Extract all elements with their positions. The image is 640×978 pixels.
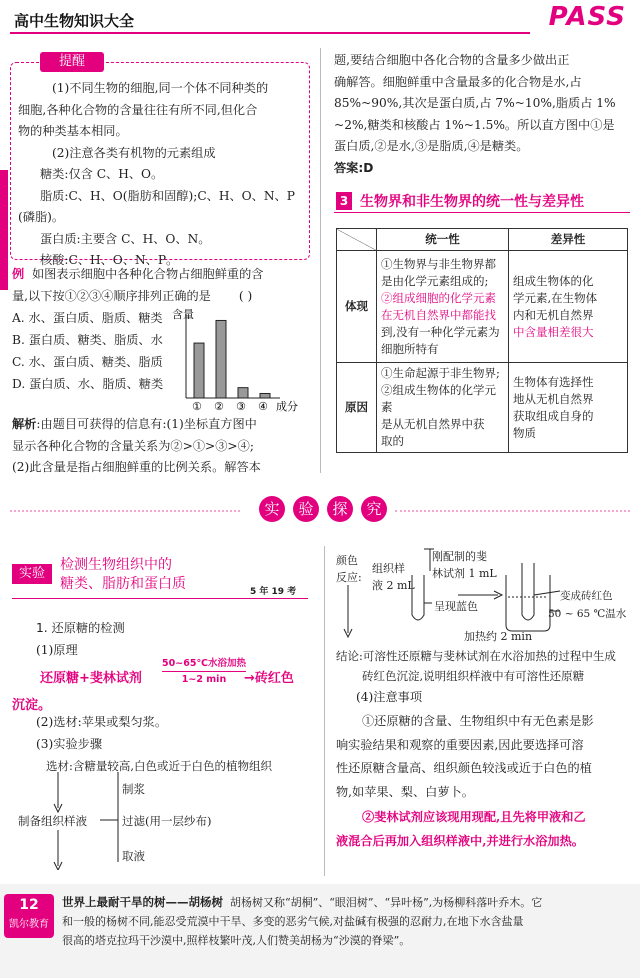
sample-line: 液 2 mL [372, 579, 415, 592]
example-stem-line: 量,以下按①②③④顺序排列正确的是 [12, 288, 211, 303]
x-tick-label: ③ [236, 400, 246, 413]
option-a: A. 水、蛋白质、脂质、糖类 [12, 311, 163, 325]
tip-line: 蛋白质:主要含 C、H、O、N。 [40, 231, 211, 246]
banner-char: 验 [293, 496, 319, 522]
banner-char: 究 [361, 496, 387, 522]
formula-condition-bottom: 1~2 min [181, 674, 227, 685]
tip-label: 提醒 [40, 52, 104, 72]
section-banner [248, 496, 398, 522]
option-list [12, 307, 182, 395]
side-tab [0, 170, 8, 290]
cell-line: ②组成细胞的化学元素 [381, 290, 496, 305]
experiment-title-line: 检测生物组织中的 [60, 557, 172, 573]
analysis-line: 显示各种化合物的含量关系为②>①>③>④; [12, 438, 254, 453]
tip-line: (2)注意各类有机物的元素组成 [52, 145, 216, 160]
tip-line: 脂质:C、H、O(脂肪和固醇);C、H、O、N、P [40, 188, 295, 203]
banner-dots-left [10, 510, 240, 512]
option-c: C. 水、蛋白质、糖类、脂质 [12, 355, 163, 369]
example-stem-line: 如图表示细胞中各种化合物占细胞鲜重的含 [31, 267, 264, 281]
formula-left: 还原糖+斐林试剂 [40, 671, 142, 686]
cell-line: 内和无机自然界 [513, 307, 594, 322]
cell-line: 在无机自然界中都能找 [381, 307, 496, 322]
sample-line: 组织样 [372, 562, 405, 575]
tip-text [18, 78, 308, 272]
flow-filter: 过滤(用一层纱布) [122, 814, 212, 828]
cell-line: 细胞所特有 [381, 341, 439, 356]
banner-dots-right [395, 510, 630, 512]
bar-3 [238, 388, 248, 398]
note-line: 物,如苹果、梨、白萝卜。 [336, 784, 474, 799]
color-label-line: 反应: [336, 571, 362, 584]
cell-line: 组成生物体的化 [513, 273, 594, 288]
experiment-rule [12, 598, 308, 599]
flow-take: 取液 [122, 849, 145, 863]
note-line: 性还原糖含量高、组织颜色较浅或近于白色的植 [336, 761, 592, 775]
experiment-title [60, 556, 186, 594]
footer-brand: 凯尔教育 [9, 919, 49, 930]
principle-heading: (1)原理 [36, 642, 78, 657]
page-header [0, 0, 640, 38]
analysis-line: 题,要结合细胞中各化合物的含量多少做出正 [334, 53, 570, 67]
analysis-label: 解析 [12, 417, 37, 431]
reagent-line: 林试剂 1 mL [432, 567, 497, 580]
cell-difference-reason [509, 363, 628, 453]
notes [346, 686, 636, 709]
experiment-title-line: 糖类、脂肪和蛋白质 [60, 576, 186, 592]
section-number: 3 [336, 192, 352, 210]
cell-line: 获取组成自身的 [513, 408, 594, 423]
flow-select: 选材:含糖量较高,白色或近于白色的植物组织 [46, 759, 273, 773]
banner-char: 探 [327, 496, 353, 522]
section-rule [334, 212, 630, 213]
note-line: 液混合后再加入组织样液中,并进行水浴加热。 [336, 833, 584, 848]
analysis-line: 85%~90%,其次是蛋白质,占 7%~10%,脂质占 1% [334, 96, 616, 110]
tip-line: 糖类:仅含 C、H、O。 [40, 167, 164, 181]
comparison-table [336, 228, 628, 453]
cell-line: ②组成生物体的化学元素 [381, 383, 496, 414]
cell-line: 生物体有选择性 [513, 374, 594, 389]
cell-line: 学元素,在生物体 [513, 290, 598, 305]
conclusion-line: 砖红色沉淀,说明组织样液中有可溶性还原糖 [362, 669, 585, 683]
flow-arrows [10, 770, 140, 870]
pass-logo: PASS [548, 2, 626, 32]
row-label-manifestation: 体现 [337, 251, 377, 363]
formula-tail: 沉淀。 [12, 698, 52, 713]
cell-line: 中含量相差很大 [513, 324, 594, 339]
test-tube-left [412, 575, 424, 620]
bar-4 [260, 393, 270, 398]
analysis-line: :由题目可获得的信息有:(1)坐标直方图中 [36, 417, 257, 431]
note-line: ①还原糖的含量、生物组织中有无色素是影 [362, 714, 594, 728]
analysis-line: 确解答。细胞鲜重中含量最多的化合物是水,占 [334, 74, 582, 89]
cell-unity-reason [377, 363, 509, 453]
section-title: 生物界和非生物界的统一性与差异性 [360, 194, 584, 210]
cell-line: 地从无机自然界 [513, 391, 594, 406]
page-number-box [4, 894, 54, 938]
cell-line: 取的 [381, 434, 404, 448]
tip-line: 物的种类基本相同。 [18, 124, 128, 138]
experiment-body [36, 618, 316, 661]
test-tube-diagram [338, 545, 630, 645]
analysis-continued [334, 50, 630, 179]
row-label-reason: 原因 [337, 363, 377, 453]
blue-label: 呈现蓝色 [434, 600, 478, 613]
option-d: D. 蛋白质、水、脂质、糖类 [12, 377, 164, 391]
cell-line: 物质 [513, 425, 536, 440]
brick-red-label: 变成砖红色 [560, 590, 613, 602]
x-tick-label: ① [192, 400, 202, 413]
analysis-line: 蛋白质,②是水,③是脂质,④是糖类。 [334, 139, 529, 153]
analysis-line: (2)此含量是指占细胞鲜重的比例关系。解答本 [12, 460, 261, 474]
heading-reducing-sugar: 1. 还原糖的检测 [36, 621, 125, 635]
conclusion [336, 646, 632, 686]
experiment-tag: 实验 [12, 564, 52, 584]
answer: 答案:D [334, 160, 374, 175]
notes-heading: (4)注意事项 [356, 690, 423, 704]
experiment-steps [36, 712, 316, 755]
x-tick-label: ④ [258, 400, 268, 413]
bar-2 [216, 320, 226, 398]
footer-line: 胡杨树又称“胡桐”、“眼泪树”、“异叶杨”,为杨柳科落叶乔木。它 [230, 896, 543, 909]
banner-char: 实 [259, 496, 285, 522]
note-2 [336, 806, 632, 853]
reagent-line: 刚配制的斐 [432, 550, 487, 563]
color-label-line: 颜色 [336, 554, 358, 567]
cell-line: 到,没有一种化学元素为 [381, 324, 500, 339]
flow-prepare: 制浆 [122, 782, 145, 796]
cell-line: 是从无机自然界中获 [381, 417, 485, 431]
water-bath-label: 50 ~ 65 ℃温水 [548, 608, 627, 620]
formula-right: →砖红色 [244, 671, 294, 686]
footer-text [62, 893, 632, 950]
conclusion-line: 结论:可溶性还原糖与斐林试剂在水浴加热的过程中生成 [336, 649, 616, 663]
footer-line: 很高的塔克拉玛干沙漠中,照样枝繁叶茂,人们赞美胡杨为“沙漠的脊梁”。 [62, 934, 411, 947]
steps-heading: (3)实验步骤 [36, 736, 103, 751]
y-axis-label: 含量 [172, 308, 194, 321]
material: (2)选材:苹果或梨匀浆。 [36, 715, 168, 729]
example-tag: 例 [12, 267, 25, 281]
cell-unity-manifestation [377, 251, 509, 363]
page-number: 12 [19, 897, 39, 913]
column-divider [320, 48, 321, 473]
header-rule [10, 32, 530, 34]
flow-sample: 制备组织样液 [18, 814, 87, 828]
book-title: 高中生物知识大全 [14, 12, 135, 30]
header-unity: 统一性 [377, 229, 509, 251]
tip-line: 细胞,各种化合物的含量往往有所不同,但化合 [18, 102, 258, 117]
footer-title: 世界上最耐干旱的树——胡杨树 [62, 895, 223, 909]
analysis-line: ~2%,糖类和核酸占 1%~1.5%。所以直方图中①是 [334, 117, 615, 132]
water-bath-beaker [506, 575, 550, 631]
cell-line: 是由化学元素组成的; [381, 273, 489, 288]
note-1 [336, 710, 632, 804]
cell-line: ①生物界与非生物界都 [381, 256, 496, 271]
heating-label: 加热约 2 min [464, 630, 533, 643]
x-axis-label: 成分 [276, 400, 298, 413]
option-b: B. 蛋白质、糖类、脂质、水 [12, 333, 163, 347]
cell-difference-manifestation [509, 251, 628, 363]
note-line: 响实验结果和观察的重要因素,因此要选择可溶 [336, 737, 584, 752]
formula-condition-top: 50~65℃水浴加热 [162, 657, 246, 672]
note-line: ②斐林试剂应该现用现配,且先将甲液和乙 [362, 810, 586, 824]
x-tick-label: ② [214, 400, 224, 413]
example-stem [12, 264, 312, 307]
bar-1 [194, 343, 204, 398]
tip-line: 核酸:C、H、O、N、P。 [40, 253, 179, 267]
header-difference: 差异性 [509, 229, 628, 251]
footer-line: 和一般的杨树不同,能忍受荒漠中干旱、多变的恶劣气候,对盐碱有极强的忍耐力,在地下水含盐量 [62, 915, 524, 928]
exam-frequency: 5 年 19 考 [250, 587, 297, 597]
compound-bar-chart [168, 306, 313, 416]
table-corner [337, 229, 377, 251]
column-divider-lower [324, 546, 325, 876]
cell-line: ①生命起源于非生物界; [381, 366, 500, 380]
analysis [12, 414, 312, 479]
answer-blank: ( ) [238, 288, 253, 303]
tip-line: (磷脂)。 [18, 210, 65, 224]
test-tube-right [522, 563, 534, 620]
tip-line: (1)不同生物的细胞,同一个体不同种类的 [52, 81, 269, 95]
